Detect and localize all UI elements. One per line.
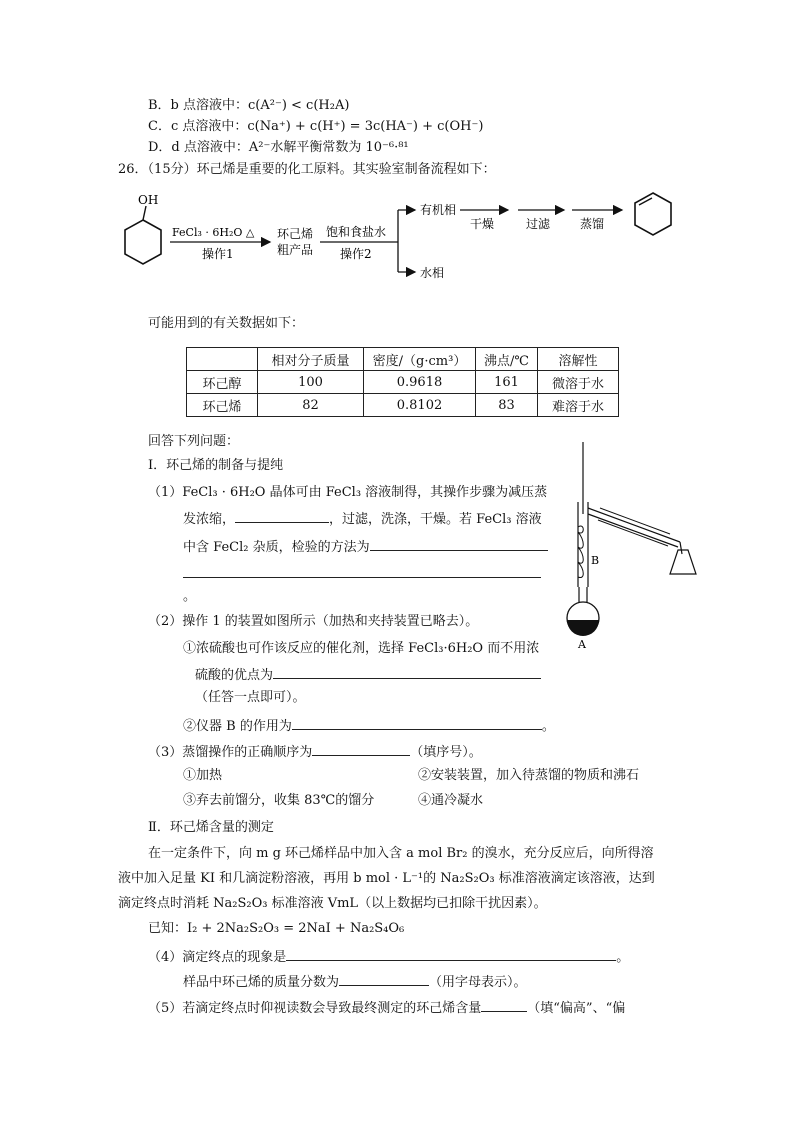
table-cell: 83: [476, 394, 538, 417]
q1-end: 。: [183, 589, 197, 604]
table-cell: 161: [476, 371, 538, 394]
q2-1-line-2: [195, 664, 541, 686]
table-header-cell: 溶解性: [538, 348, 619, 371]
q3-tail: （填序号）。: [410, 745, 482, 760]
q4b-blank[interactable]: [339, 971, 429, 986]
q2-1-line-1: ①浓硫酸也可作该反应的催化剂，选择 FeCl₃·6H₂O 而不用浓: [183, 641, 540, 656]
step-3: ③弃去前馏分，收集 83℃的馏分: [183, 793, 375, 808]
q2-line: （2）操作 1 的装置如图所示（加热和夹持装置已略去）。: [148, 614, 479, 629]
section-2-title: Ⅱ．环己烯含量的测定: [148, 820, 274, 835]
step-2: ②安装装置，加入待蒸馏的物质和沸石: [418, 768, 640, 783]
condenser: [588, 508, 680, 547]
q5-line: [148, 997, 625, 1019]
q1-blank-2[interactable]: [370, 536, 548, 551]
cyclohexene-structure: [635, 193, 671, 235]
table-cell: 0.8102: [364, 394, 476, 417]
q2-2-line: [183, 715, 555, 737]
q1-text-c: 中含 FeCl₂ 杂质，检验的方法为: [183, 540, 370, 555]
label-a: A: [578, 638, 586, 651]
dry-label: 干燥: [470, 217, 495, 231]
conical-flask: [670, 542, 696, 574]
q2-1-text: 硫酸的优点为: [195, 668, 274, 683]
hydroxyl-label: OH: [138, 193, 159, 207]
option-b: B．b 点溶液中：c(A²⁻) < c(H₂A): [148, 98, 350, 113]
q4-line: [148, 946, 629, 968]
q5-blank[interactable]: [481, 997, 527, 1012]
q1-blank-1[interactable]: [235, 508, 329, 523]
option-c: C．c 点溶液中：c(Na⁺) + c(H⁺) = 3c(HA⁻) + c(OH⁻): [148, 119, 484, 134]
table-cell: 难溶于水: [538, 394, 619, 417]
q5-tail: （填“偏高”、“偏: [527, 1001, 626, 1016]
data-table: [186, 347, 619, 417]
question-26-header: 26．（15分）环己烯是重要的化工原料。其实验室制备流程如下：: [118, 162, 496, 177]
label-b: B: [591, 554, 600, 567]
para-line-3: 滴定终点时消耗 Na₂S₂O₃ 标准溶液 VmL（以上数据均已扣除干扰因素）。: [118, 896, 547, 911]
crude-label-2: 粗产品: [277, 243, 314, 257]
table-row: [187, 371, 619, 394]
section-1-title: Ⅰ．环己烯的制备与提纯: [148, 458, 284, 473]
table-cell: 环己醇: [187, 371, 258, 394]
table-header-cell: 沸点/℃: [476, 348, 538, 371]
organic-phase-label: 有机相: [420, 203, 457, 217]
q1-line-1: （1）FeCl₃ · 6H₂O 晶体可由 FeCl₃ 溶液制得，其操作步骤为减压蒸: [148, 485, 548, 500]
table-header-cell: [187, 348, 258, 371]
q2-2-end: 。: [541, 719, 555, 734]
q1-line-3: [183, 536, 548, 558]
table-header-cell: 相对分子质量: [258, 348, 364, 371]
data-intro: 可能用到的有关数据如下：: [148, 316, 305, 331]
fractionating-column-b: [578, 502, 588, 587]
cyclohexanol-structure: [125, 193, 161, 264]
answer-prompt: 回答下列问题：: [148, 434, 240, 449]
filter-label: 过滤: [526, 217, 551, 231]
q5-text: （5）若滴定终点时仰视读数会导致最终测定的环己烯含量: [148, 1001, 482, 1016]
q1-line-4: [183, 563, 541, 585]
synthesis-flow-diagram: [110, 190, 690, 290]
q4-text: （4）滴定终点的现象是: [148, 950, 287, 965]
brine-label: 饱和食盐水: [326, 225, 387, 239]
q3-line: [148, 741, 482, 763]
op1-label: 操作1: [202, 247, 234, 261]
q1-text-b: ，过滤，洗涤，干燥。若 FeCl₃ 溶液: [329, 512, 542, 527]
table-row: [187, 394, 619, 417]
reagent-label: FeCl₃ · 6H₂O △: [172, 226, 255, 239]
q3-text: （3）蒸馏操作的正确顺序为: [148, 745, 313, 760]
q4b-text: 样品中环己烯的质量分数为: [183, 975, 340, 990]
table-header-cell: 密度/（g·cm³）: [364, 348, 476, 371]
known-equation: 已知：I₂ + 2Na₂S₂O₃ = 2NaI + Na₂S₄O₆: [148, 921, 405, 936]
crude-label-1: 环己烯: [277, 227, 314, 241]
table-cell: 微溶于水: [538, 371, 619, 394]
step-4: ④通冷凝水: [418, 793, 484, 808]
table-header-row: [187, 348, 619, 371]
q2-2-blank[interactable]: [292, 715, 542, 730]
q3-blank[interactable]: [312, 741, 410, 756]
q1-line-2: [183, 508, 542, 530]
q1-blank-3[interactable]: [183, 563, 541, 578]
step-1: ①加热: [183, 768, 223, 783]
q4b-tail: （用字母表示）。: [429, 975, 527, 990]
q2-1-blank[interactable]: [273, 664, 541, 679]
distill-label: 蒸馏: [580, 217, 605, 231]
distillation-apparatus: [560, 442, 700, 654]
q4-end: 。: [616, 950, 630, 965]
table-cell: 100: [258, 371, 364, 394]
table-cell: 82: [258, 394, 364, 417]
q4-blank[interactable]: [286, 946, 616, 961]
op2-label: 操作2: [340, 247, 372, 261]
aqueous-phase-label: 水相: [420, 266, 445, 280]
q4b-line: [183, 971, 527, 993]
round-bottom-flask-a: [567, 587, 599, 636]
table-cell: 0.9618: [364, 371, 476, 394]
option-d: D．d 点溶液中：A²⁻水解平衡常数为 10⁻⁶·⁸¹: [148, 140, 409, 155]
q2-1-line-3: （任答一点即可）。: [195, 690, 306, 705]
para-line-2: 液中加入足量 KI 和几滴淀粉溶液，再用 b mol · L⁻¹的 Na₂S₂O₃ 标准溶液滴定该溶液，达到: [118, 871, 655, 886]
para-line-1: 在一定条件下，向 m g 环己烯样品中加入含 a mol Br₂ 的溴水，充分反应后，向所得溶: [148, 846, 654, 861]
q2-2-text: ②仪器 B 的作用为: [183, 719, 292, 734]
table-cell: 环己烯: [187, 394, 258, 417]
q1-text-a: 发浓缩，: [183, 512, 236, 527]
